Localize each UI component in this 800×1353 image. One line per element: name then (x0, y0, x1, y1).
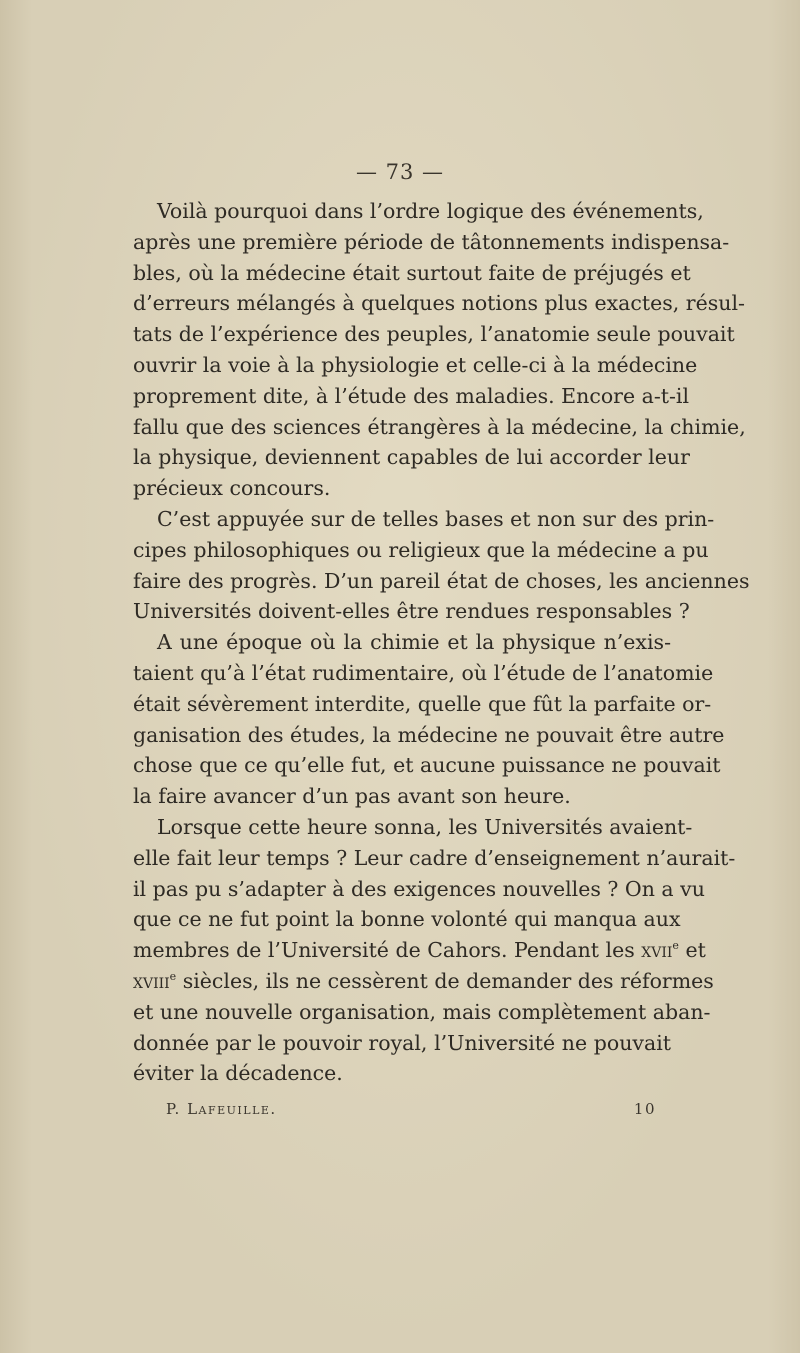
text-line-with-century (133, 966, 714, 997)
text-line: ganisation des études, la médecine ne pouvait être autre (133, 722, 725, 747)
page-number: — 73 — (355, 160, 445, 184)
text-fragment: siècles, ils ne cessèrent de demander des réformes (182, 968, 714, 993)
century-suffix: e (169, 970, 177, 984)
text-line: d’erreurs mélangés à quelques notions plus exactes, résul- (133, 291, 745, 316)
footer-author: P. Lafeuille. (166, 1100, 277, 1118)
text-line: était sévèrement interdite, quelle que fût la parfaite or- (133, 691, 712, 716)
text-line: la faire avancer d’un pas avant son heure. (133, 784, 571, 809)
century-joiner: et (685, 938, 706, 963)
body-text (133, 196, 750, 1089)
text-line: après une première période de tâtonnements indispensa- (133, 229, 730, 254)
text-line: cipes philosophiques ou religieux que la médecine a pu (133, 537, 709, 562)
century-numeral: xviii (133, 968, 170, 993)
text-fragment: membres de l’Université de Cahors. Pendant les (133, 938, 635, 963)
text-line-with-century (133, 935, 706, 966)
text-line: que ce ne fut point la bonne volonté qui manqua aux (133, 907, 681, 932)
text-line: Universités doivent-elles être rendues responsables ? (133, 599, 690, 624)
text-line: C’est appuyée sur de telles bases et non sur des prin- (157, 506, 715, 531)
century-suffix: e (672, 939, 679, 953)
text-line: donnée par le pouvoir royal, l’Université ne pouvait (133, 1030, 671, 1055)
text-line: proprement dite, à l’étude des maladies. Encore a-t-il (133, 383, 690, 408)
text-line: et une nouvelle organisation, mais complètement aban- (133, 999, 711, 1024)
text-line: chose que ce qu’elle fut, et aucune puissance ne pouvait (133, 753, 721, 778)
text-line: faire des progrès. D’un pareil état de choses, les anciennes (133, 568, 750, 593)
text-line: précieux concours. (133, 476, 331, 501)
text-line: Voilà pourquoi dans l’ordre logique des événements, (157, 199, 704, 223)
text-line: il pas pu s’adapter à des exigences nouvelles ? On a vu (133, 876, 705, 901)
text-line: A une époque où la chimie et la physique n’exis- (157, 630, 671, 655)
page-footer (166, 1100, 656, 1124)
text-line: bles, où la médecine était surtout faite de préjugés et (133, 260, 691, 285)
text-line: taient qu’à l’état rudimentaire, où l’étude de l’anatomie (133, 660, 714, 685)
text-line: ouvrir la voie à la physiologie et celle-ci à la médecine (133, 352, 698, 377)
text-line: elle fait leur temps ? Leur cadre d’enseignement n’aurait- (133, 845, 736, 870)
text-line: Lorsque cette heure sonna, les Universités avaient- (157, 814, 693, 839)
text-line: éviter la décadence. (133, 1061, 343, 1086)
text-line: tats de l’expérience des peuples, l’anatomie seule pouvait (133, 322, 735, 347)
footer-signature-number: 10 (633, 1100, 656, 1118)
text-line: la physique, deviennent capables de lui accorder leur (133, 445, 690, 470)
century-numeral: xvii (641, 938, 673, 963)
text-line: fallu que des sciences étrangères à la médecine, la chimie, (133, 414, 746, 439)
